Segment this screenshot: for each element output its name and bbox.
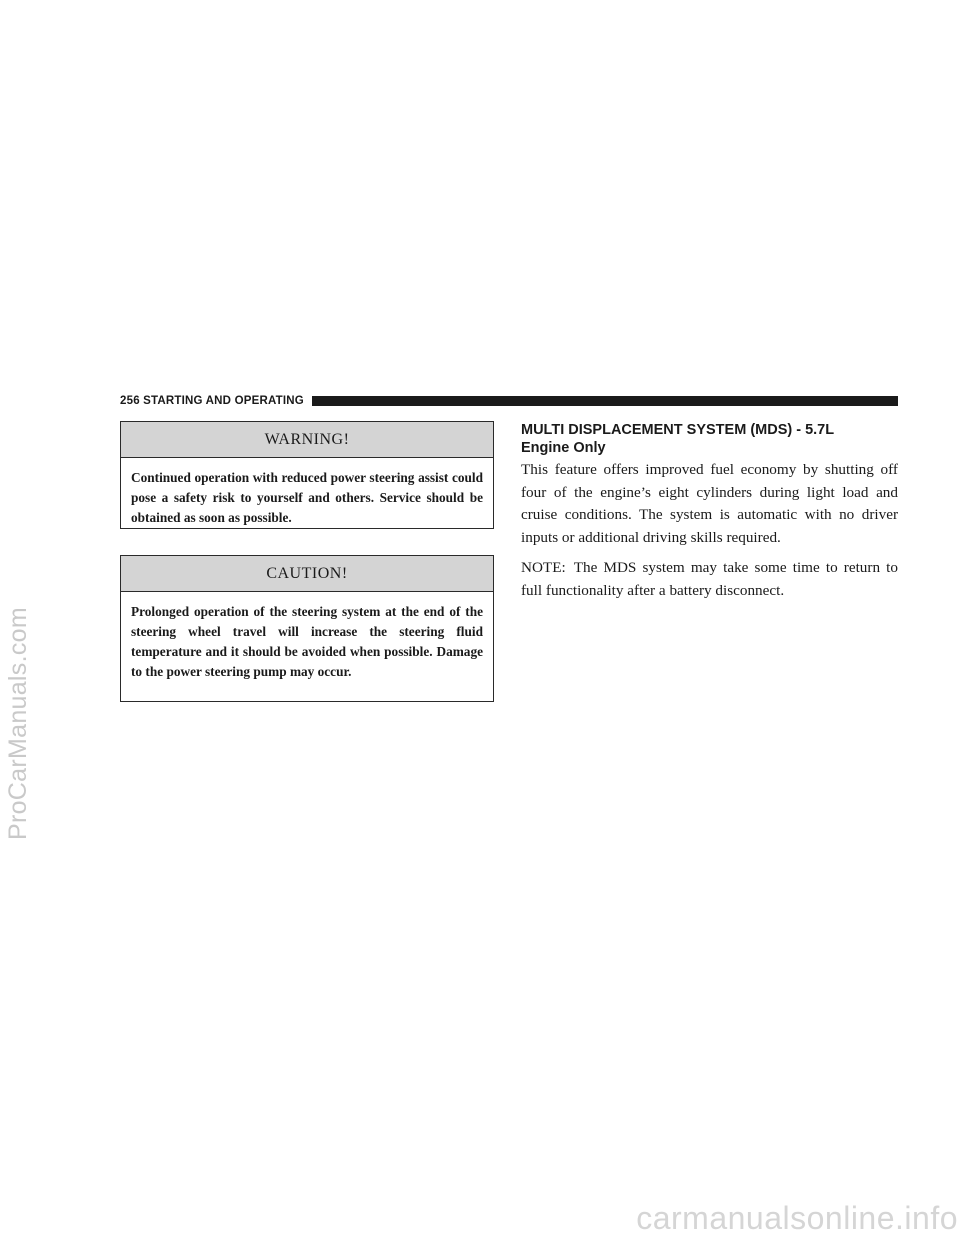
- mds-heading: [521, 421, 898, 457]
- caution-box: [120, 555, 494, 702]
- note-label: NOTE:: [521, 559, 566, 576]
- mds-heading-line2: Engine Only: [521, 440, 606, 456]
- warning-text: Continued operation with reduced power steering assist could pose a safety risk to yourself and others. Service should be obtained as soon as possible.: [131, 470, 483, 525]
- warning-title: WARNING!: [121, 422, 493, 458]
- watermark-left: ProCarManuals.com: [4, 607, 32, 840]
- warning-box: [120, 421, 494, 529]
- header-rule: [312, 396, 898, 406]
- mds-note: [521, 557, 898, 602]
- watermark-bottom: carmanualsonline.info: [636, 1200, 958, 1236]
- caution-text: Prolonged operation of the steering system at the end of the steering wheel travel will increase the steering fluid temperature and it should be avoided when possible. Damage to the power steering pump may occur.: [131, 604, 483, 679]
- note-text: The MDS system may take some time to return to full functionality after a battery disconnect.: [521, 559, 898, 599]
- page-header: [120, 394, 898, 408]
- mds-section: [521, 421, 898, 602]
- caution-title: CAUTION!: [121, 556, 493, 592]
- mds-heading-line1: MULTI DISPLACEMENT SYSTEM (MDS) - 5.7L: [521, 422, 835, 438]
- page-number-label: 256 STARTING AND OPERATING: [120, 395, 304, 407]
- mds-paragraph: This feature offers improved fuel economy by shutting off four of the engine’s eight cylinders during light load and cruise conditions. The system is automatic with no driver inputs or additional driving skills required.: [521, 461, 898, 546]
